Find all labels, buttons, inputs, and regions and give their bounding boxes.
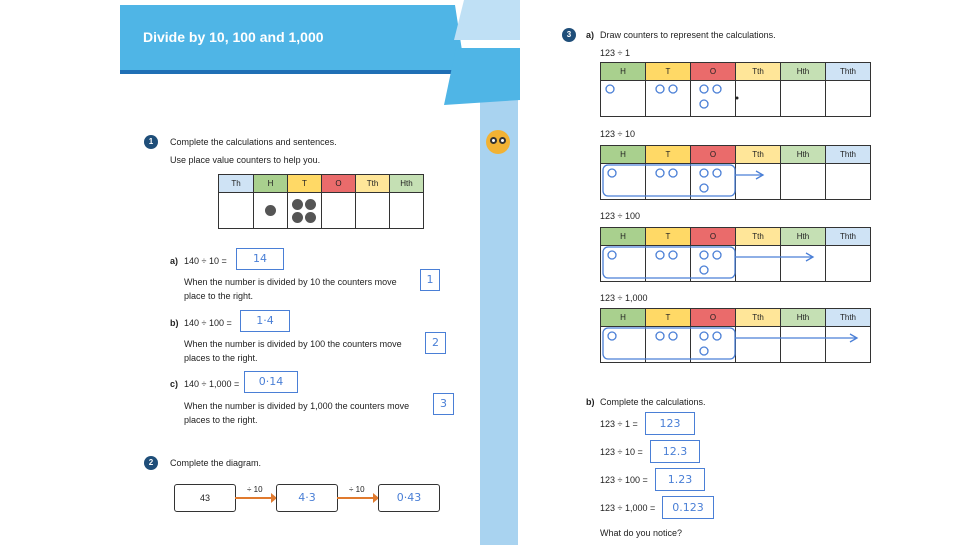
col-t: T [288, 175, 322, 193]
col-t: T [646, 63, 691, 81]
q1c-calc: 140 ÷ 1,000 = [184, 379, 240, 389]
col-h: H [601, 228, 646, 246]
spine-decoration [444, 0, 520, 110]
q1c-sentence-post: places to the right. [184, 415, 258, 425]
q3b-instruction: Complete the calculations. [600, 397, 706, 407]
b-calc-2: 123 ÷ 10 = [600, 447, 643, 457]
q1-sub-instruction: Use place value counters to help you. [170, 155, 321, 165]
page-title: Divide by 10, 100 and 1,000 [143, 29, 324, 45]
q1-instruction: Complete the calculations and sentences. [170, 137, 337, 147]
q1c-answer[interactable]: 0·14 [244, 371, 298, 393]
col-t: T [646, 228, 691, 246]
col-o: O [691, 309, 736, 327]
col-h: H [601, 309, 646, 327]
q1-number: 1 [144, 135, 158, 149]
col-hth: Hth [781, 146, 826, 164]
owl-icon [486, 130, 510, 154]
table-2-counters [600, 163, 780, 199]
q1a-answer[interactable]: 14 [236, 248, 284, 270]
col-tth: Tth [356, 175, 390, 193]
q3b-label: b) [586, 397, 595, 407]
col-h: H [254, 175, 288, 193]
q1a-move[interactable]: 1 [420, 269, 440, 291]
q1-place-value-table [218, 174, 424, 229]
hundred-counter [254, 193, 288, 229]
col-tth: Tth [736, 63, 781, 81]
q1b-label: b) [170, 318, 179, 328]
b-calc-3: 123 ÷ 100 = [600, 475, 648, 485]
op-1: ÷ 10 [247, 485, 263, 494]
col-o: O [691, 228, 736, 246]
spine-strip [480, 100, 518, 545]
col-th: Th [219, 175, 254, 193]
header-stripe [120, 70, 465, 74]
col-thth: Thth [826, 309, 871, 327]
calc-2: 123 ÷ 10 [600, 129, 635, 139]
q3-number: 3 [562, 28, 576, 42]
col-hth: Hth [390, 175, 424, 193]
ten-counters [288, 193, 322, 229]
q1c-sentence: When the number is divided by 1,000 the counters move [184, 401, 410, 411]
col-tth: Tth [736, 228, 781, 246]
q1b-sentence-post: places to the right. [184, 353, 258, 363]
col-t: T [646, 146, 691, 164]
q1b-calc: 140 ÷ 100 = [184, 318, 232, 328]
table-4-counters [600, 326, 872, 362]
col-tth: Tth [736, 146, 781, 164]
q2-instruction: Complete the diagram. [170, 458, 262, 468]
q1b-sentence: When the number is divided by 100 the counters move [184, 339, 402, 349]
q1b-move[interactable]: 2 [425, 332, 446, 354]
calc-1: 123 ÷ 1 [600, 48, 630, 58]
q3a-label: a) [586, 30, 595, 40]
b-calc-4: 123 ÷ 1,000 = [600, 503, 656, 513]
notice-question: What do you notice? [600, 528, 683, 538]
q1c-label: c) [170, 379, 179, 389]
q3a-instruction: Draw counters to represent the calculations. [600, 30, 776, 40]
calc-3: 123 ÷ 100 [600, 211, 640, 221]
col-hth: Hth [781, 228, 826, 246]
b-answer-1[interactable]: 123 [645, 412, 695, 435]
col-tth: Tth [736, 309, 781, 327]
col-thth: Thth [826, 146, 871, 164]
table-3-counters [600, 245, 830, 281]
col-h: H [601, 146, 646, 164]
col-o: O [322, 175, 356, 193]
diagram-mid[interactable]: 4·3 [276, 484, 338, 512]
col-o: O [691, 146, 736, 164]
table-1-counters [600, 80, 740, 116]
col-hth: Hth [781, 63, 826, 81]
b-answer-2[interactable]: 12.3 [650, 440, 700, 463]
col-o: O [691, 63, 736, 81]
col-thth: Thth [826, 63, 871, 81]
calc-4: 123 ÷ 1,000 [600, 293, 648, 303]
col-hth: Hth [781, 309, 826, 327]
diagram-end[interactable]: 0·43 [378, 484, 440, 512]
b-calc-1: 123 ÷ 1 = [600, 419, 638, 429]
q1a-sentence-post: place to the right. [184, 291, 254, 301]
op-2: ÷ 10 [349, 485, 365, 494]
q1a-label: a) [170, 256, 179, 266]
q2-number: 2 [144, 456, 158, 470]
diagram-start: 43 [174, 484, 236, 512]
q1c-move[interactable]: 3 [433, 393, 454, 415]
q1a-sentence: When the number is divided by 10 the counters move [184, 277, 397, 287]
q1a-calc: 140 ÷ 10 = [184, 256, 227, 266]
col-t: T [646, 309, 691, 327]
col-h: H [601, 63, 646, 81]
b-answer-4[interactable]: 0.123 [662, 496, 714, 519]
col-thth: Thth [826, 228, 871, 246]
b-answer-3[interactable]: 1.23 [655, 468, 705, 491]
q1b-answer[interactable]: 1·4 [240, 310, 290, 332]
